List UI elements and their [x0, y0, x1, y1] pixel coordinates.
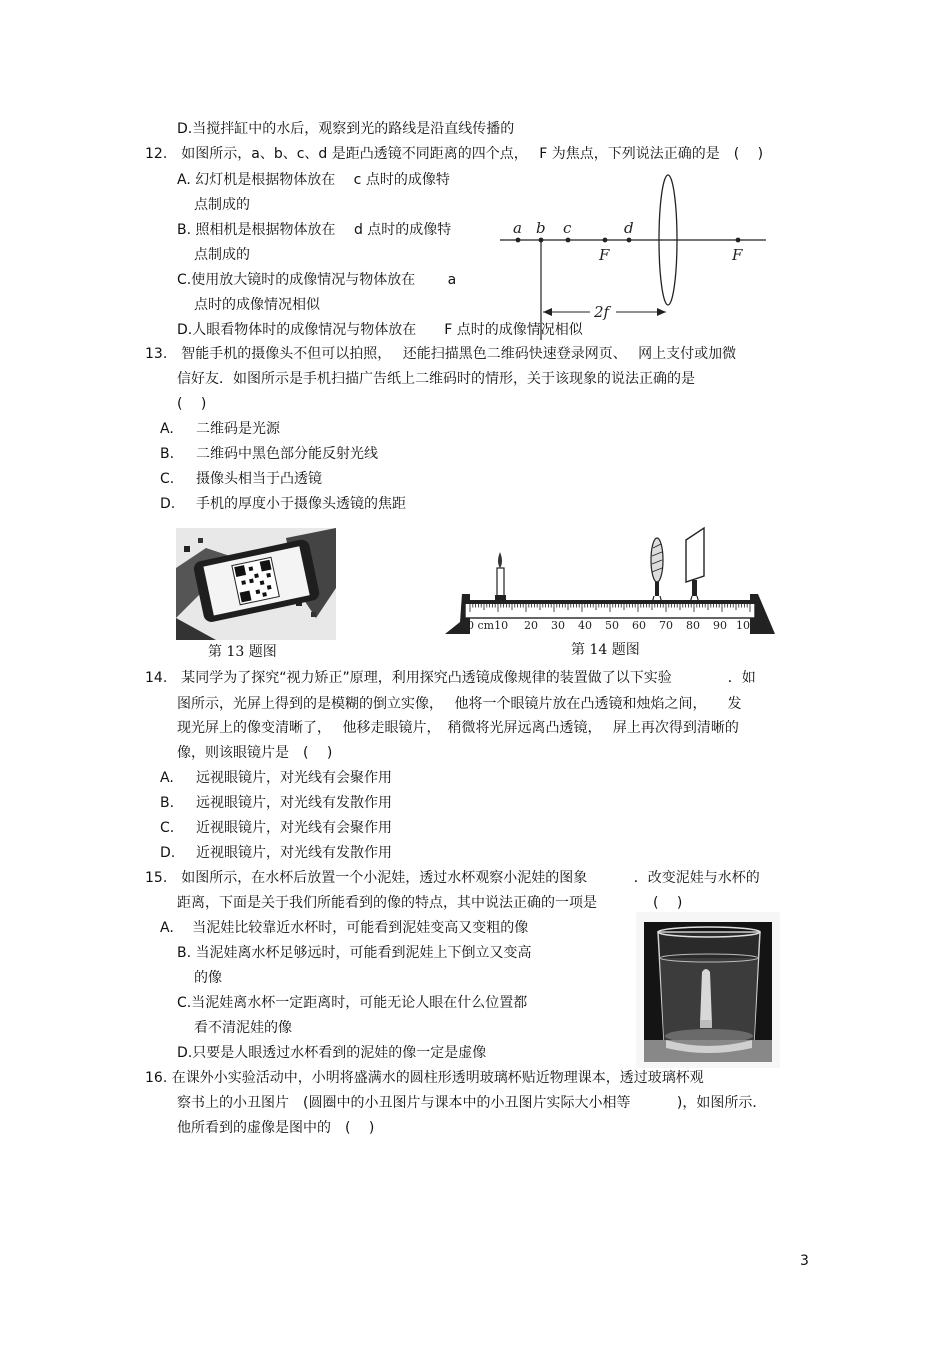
label-c: c [563, 219, 572, 237]
q13-option-c: 摄像头相当于凸透镜 [196, 471, 322, 487]
q13-option-d: 手机的厚度小于摄像头透镜的焦距 [196, 496, 406, 512]
q16-stem-line2: 察书上的小丑图片 (圆圈中的小丑图片与课本中的小丑图片实际大小相等 )，如图所示． [177, 1095, 767, 1111]
q14-stem-line3: 现光屏上的像变清晰了， 他移走眼镜片， 稍微将光屏远离凸透镜， 屏上再次得到清晰的 [177, 720, 739, 736]
q14-stem-line1: 14. 某同学为了探究“视力矫正”原理，利用探究凸透镜成像规律的装置做了以下实验 ．如 [145, 670, 756, 686]
q15-stem-line1: 15. 如图所示，在水杯后放置一个小泥娃，透过水杯观察小泥娃的图象 ．改变泥娃与水杯的 [145, 870, 760, 886]
q14-optical-bench [440, 522, 780, 634]
q13-option-b: 二维码中黑色部分能反射光线 [196, 446, 378, 462]
label-b: b [536, 219, 546, 237]
q16-stem-line1: 16. 在课外小实验活动中，小明将盛满水的圆柱形透明玻璃杯贴近物理课本，透过玻璃杯观 [145, 1070, 704, 1086]
point-d [627, 238, 632, 243]
ruler-label-50: 50 [605, 619, 619, 632]
q14-option-c-letter: C. [160, 820, 175, 836]
q12-option-d: D.人眼看物体时的成像情况与物体放在 F 点时的成像情况相似 [177, 322, 583, 338]
q12-option-c-line1: C.使用放大镜时的成像情况与物体放在 a [177, 272, 457, 288]
q11-option-d: D.当搅拌缸中的水后，观察到光的路线是沿直线传播的 [177, 121, 515, 137]
ruler-labels [467, 619, 757, 632]
q14-option-a-letter: A. [160, 770, 174, 786]
q12-lens-diagram [498, 168, 783, 340]
q12-option-a-line2: 点制成的 [194, 197, 250, 213]
label-a: a [513, 219, 522, 237]
dimension-arrow-right [657, 308, 666, 316]
ruler-label-60: 60 [632, 619, 646, 632]
ruler-label-30: 30 [551, 619, 565, 632]
point-a [516, 238, 521, 243]
q13-option-a-letter: A. [160, 421, 174, 437]
q14-option-d: 近视眼镜片，对光线有发散作用 [196, 845, 392, 861]
q13-caption: 第 13 题图 [208, 644, 277, 660]
q14-option-d-letter: D. [160, 845, 176, 861]
q14-stem-line2: 图所示，光屏上得到的是模糊的倒立实像， 他将一个眼镜片放在凸透镜和烛焰之间， 发 [177, 696, 742, 712]
doll-image [700, 969, 712, 1024]
q14-stem-line4: 像，则该眼镜片是 ( ) [177, 745, 333, 761]
dimension-label: 2f [594, 303, 610, 321]
q15-stem-line2: 距离，下面是关于我们所能看到的像的特点，其中说法正确的一项是 ( ) [177, 895, 683, 911]
q13-option-d-letter: D. [160, 496, 176, 512]
q14-caption: 第 14 题图 [571, 642, 640, 658]
ruler-label-40: 40 [578, 619, 592, 632]
light-screen [686, 528, 704, 610]
q12-stem: 12. 如图所示，a、b、c、d 是距凸透镜不同距离的四个点， F 为焦点，下列说法正确的是 ( ) [145, 146, 764, 162]
ruler-label-80: 80 [686, 619, 700, 632]
q14-option-b: 远视眼镜片，对光线有发散作用 [196, 795, 392, 811]
ruler-label-20: 20 [524, 619, 538, 632]
q14-option-b-letter: B. [160, 795, 175, 811]
ruler-label-90: 90 [713, 619, 727, 632]
q15-option-d: D.只要是人眼透过水杯看到的泥娃的像一定是虚像 [177, 1045, 487, 1061]
q13-phone-figure [176, 528, 336, 640]
q12-option-b-line2: 点制成的 [194, 247, 250, 263]
q12-option-a-line1: A. 幻灯机是根据物体放在 c 点时的成像特 [177, 172, 450, 188]
ruler-label-0: 0 cm10 [467, 619, 509, 632]
point-f-left [603, 238, 608, 243]
q13-stem-line2: 信好友．如图所示是手机扫描广告纸上二维码时的情形，关于该现象的说法正确的是 [177, 371, 695, 387]
q16-stem-line3: 他所看到的虚像是图中的 ( ) [177, 1120, 375, 1136]
ruler-label-70: 70 [659, 619, 673, 632]
q15-option-b-line1: B. 当泥娃离水杯足够远时，可能看到泥娃上下倒立又变高 [177, 945, 532, 961]
q14-option-a: 远视眼镜片，对光线有会聚作用 [196, 770, 392, 786]
q13-option-a: 二维码是光源 [196, 421, 280, 437]
page-number: 3 [800, 1253, 809, 1269]
qr-code [232, 557, 279, 604]
point-c [566, 238, 571, 243]
q12-option-c-line2: 点时的成像情况相似 [194, 297, 320, 313]
point-f-right [736, 238, 741, 243]
q15-option-a: A. 当泥娃比较靠近水杯时，可能看到泥娃变高又变粗的像 [160, 920, 529, 936]
q15-option-c-line1: C.当泥娃离水杯一定距离时，可能无论人眼在什么位置都 [177, 995, 528, 1011]
q15-option-c-line2: 看不清泥娃的像 [194, 1020, 292, 1036]
dimension-arrow-left [543, 308, 552, 316]
label-d: d [624, 219, 634, 237]
label-focus-right: F [732, 246, 743, 264]
q13-stem-line3: ( ) [177, 396, 207, 412]
q13-option-c-letter: C. [160, 471, 175, 487]
q12-option-b-line1: B. 照相机是根据物体放在 d 点时的成像特 [177, 222, 452, 238]
q15-option-b-line2: 的像 [194, 970, 222, 986]
ruler-label-100: 100 [736, 619, 757, 632]
q13-option-b-letter: B. [160, 446, 175, 462]
convex-lens-on-bench [650, 538, 664, 610]
q14-option-c: 近视眼镜片，对光线有会聚作用 [196, 820, 392, 836]
q15-water-glass-photo [636, 912, 780, 1068]
label-focus-left: F [599, 246, 610, 264]
q13-stem-line1: 13. 智能手机的摄像头不但可以拍照， 还能扫描黑色二维码快速登录网页、 网上支付或加微 [145, 346, 737, 362]
